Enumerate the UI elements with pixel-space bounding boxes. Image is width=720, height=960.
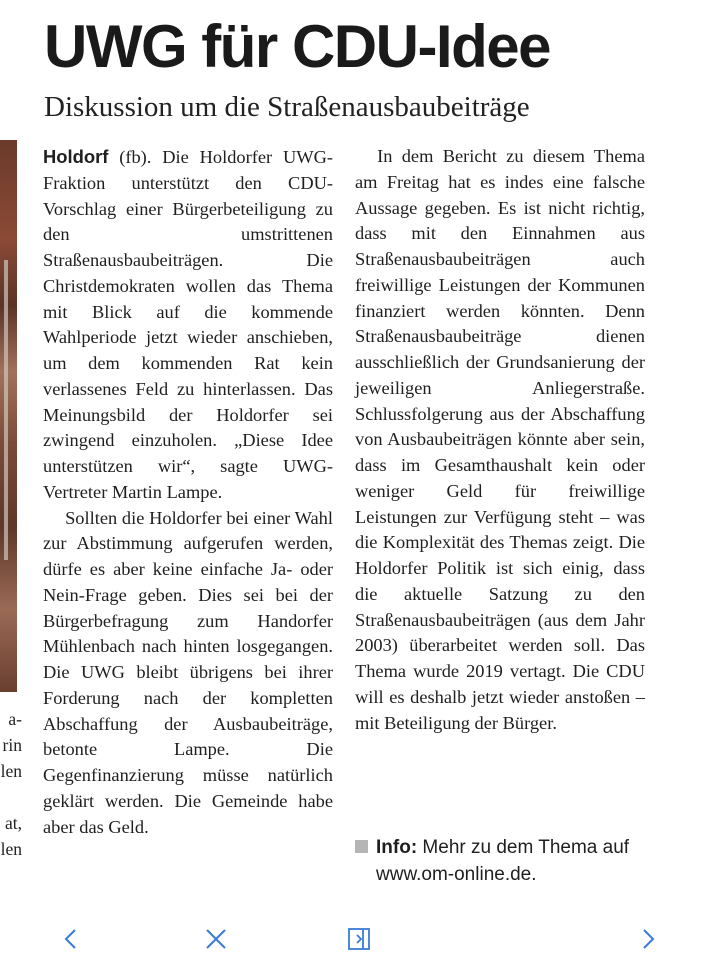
- paragraph-text: (fb). Die Holdorfer UWG-Fraktion unterstützt den CDU-Vorschlag einer Bürgerbeteiligung zu den umstrittenen Straßenausbaubeiträgen. Die Christdemokraten wollen das Thema mit Blick auf die kommende Wahlperiode jetzt wieder anschieben, um dem kommenden Rat kein verlassenes Feld zu hinterlassen. Das Meinungsbild der Holdorfer sei zwingend einzuholen. „Diese Idee unterstützen wir“, sagte UWG-Vertreter Martin Lampe.: [43, 147, 333, 502]
- article-column-right: [355, 144, 645, 736]
- article-column-left: [43, 144, 333, 840]
- bottom-navigation: [0, 918, 720, 960]
- fragment-line: a-: [8, 709, 22, 729]
- info-label: Info:: [376, 837, 418, 858]
- dateline: Holdorf: [43, 146, 109, 167]
- photo-fragment: [0, 140, 17, 692]
- subheadline: Diskussion um die Straßenausbaubeiträge: [44, 91, 530, 123]
- info-box: [355, 834, 655, 888]
- fragment-line: len: [0, 839, 22, 859]
- square-bullet-icon: [355, 840, 368, 853]
- paragraph: In dem Bericht zu diesem Thema am Freitag hat es indes eine falsche Aussage gegeben. Es ist nicht richtig, dass mit den Einnahmen aus Straßenausbaubeiträgen auch freiwillige Leistungen der Kommunen finanziert werden könnten. Denn Straßenausbaubeiträge dienen ausschließlich der Grundsanierung der jeweiligen Anliegerstraße. Schlussfolgerung aus der Abschaffung von Ausbaubeiträgen könnte aber sein, dass im Gesamthaushalt kein oder weniger Geld für freiwillige Leistungen zur Verfügung steht – was die Komplexität des Themas zeigt. Die Holdorfer Politik ist sich einig, dass die aktuelle Satzung zu den Straßenausbaubeiträgen (aus dem Jahr 2003) überarbeitet werden soll. Das Thema wurde 2019 vertagt. Die CDU will es deshalb jetzt wieder anstoßen – mit Beteiligung der Bürger.: [355, 146, 645, 733]
- paragraph: Sollten die Holdorfer bei einer Wahl zur Abstimmung aufgerufen werden, dürfe es aber keine einfache Ja- oder Nein-Frage geben. Dies sei bei der Bürgerbefragung zum Handorfer Mühlenbach nach hinten losgegangen. Die UWG bleibt übrigens bei ihrer Forderung nach der kompletten Abschaffung der Ausbaubeiträge, betonte Lampe. Die Gegenfinanzierung müsse natürlich geklärt werden. Die Gemeinde habe aber das Geld.: [43, 507, 333, 837]
- chevron-right-icon: [633, 924, 663, 954]
- back-button[interactable]: [56, 924, 86, 954]
- close-icon: [201, 924, 231, 954]
- close-button[interactable]: [201, 924, 231, 954]
- fragment-line: rin: [2, 735, 22, 755]
- paragraph: [43, 144, 333, 506]
- headline: UWG für CDU-Idee: [44, 13, 550, 80]
- neighbor-column-fragment: [0, 706, 22, 862]
- reader-mode-icon: [345, 924, 375, 954]
- reader-mode-button[interactable]: [345, 924, 375, 954]
- forward-button[interactable]: [633, 924, 663, 954]
- info-link[interactable]: www.om-online.de.: [376, 864, 537, 885]
- chevron-left-icon: [56, 924, 86, 954]
- info-text: Mehr zu dem Thema auf: [417, 837, 630, 858]
- fragment-line: at,: [4, 813, 22, 833]
- fragment-line: [0, 784, 22, 810]
- fragment-line: len: [0, 761, 22, 781]
